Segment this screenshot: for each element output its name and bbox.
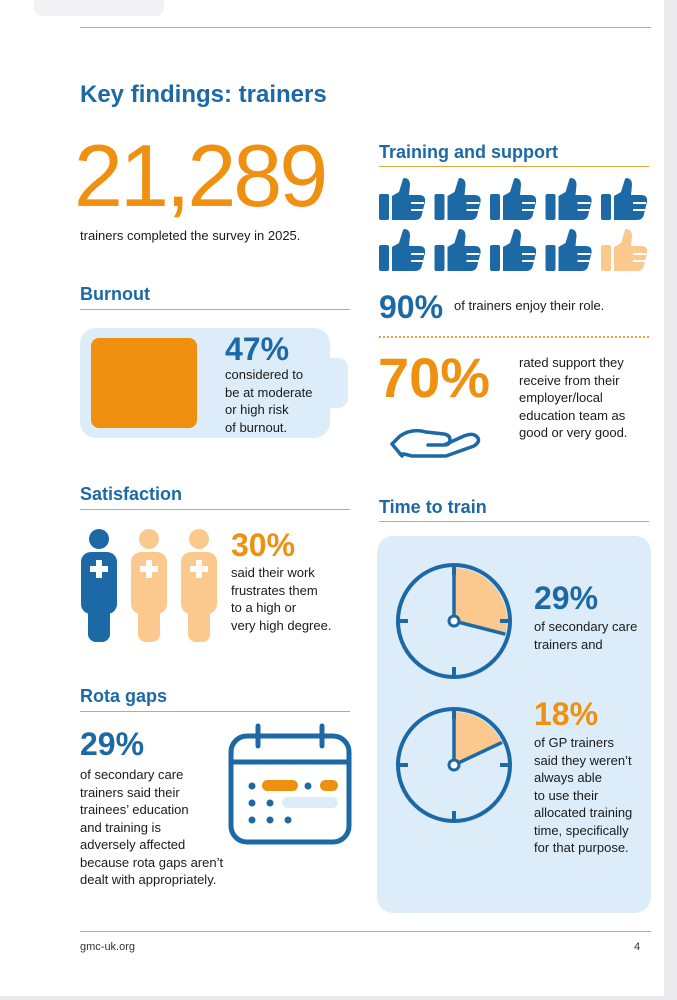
thumbs-up-icon <box>601 178 647 220</box>
thumbs-up-icon <box>490 229 536 271</box>
satisfaction-percent: 30% <box>231 527 296 563</box>
clock-gp <box>394 705 514 825</box>
thumbs-up-grid <box>379 176 651 274</box>
time-to-train-rule <box>379 521 649 522</box>
gp-text-line: allocated training <box>534 805 633 820</box>
thumbs-up-icon <box>546 229 592 271</box>
burnout-text-line: be at moderate <box>225 384 313 400</box>
gp-text-line: for that purpose. <box>534 840 629 855</box>
training-support-rule <box>379 166 649 167</box>
satisfaction-text-line: to a high or <box>231 600 297 615</box>
rota-gaps-text-line: trainers said their <box>80 784 180 800</box>
secondary-care-percent: 29% <box>534 580 599 616</box>
battery-charge-bar <box>91 338 197 428</box>
top-rule <box>80 27 651 28</box>
support-percent: 70% <box>378 346 491 409</box>
rota-gaps-percent: 29% <box>80 726 145 762</box>
thumbs-up-icon <box>546 178 592 220</box>
satisfaction-text <box>231 564 331 634</box>
secondary-care-text-line: trainers and <box>534 636 603 652</box>
enjoy-percent: 90% <box>379 289 444 325</box>
gp-text-line: time, specifically <box>534 822 629 838</box>
rota-gaps-text-line: and training is <box>80 819 161 835</box>
thumbs-up-icon <box>379 229 425 271</box>
page-number: 4 <box>634 941 641 953</box>
page-title: Key findings: trainers <box>80 81 327 108</box>
satisfaction-rule <box>80 509 350 510</box>
thumbs-up-icon <box>435 178 481 220</box>
satisfaction-text-line: frustrates them <box>231 582 318 598</box>
thumbs-up-icon <box>601 229 647 271</box>
clock-center <box>449 616 459 626</box>
rota-gaps-heading: Rota gaps <box>80 686 168 706</box>
support-text-line: receive from their <box>519 372 620 388</box>
gp-text-line: of GP trainers <box>534 735 614 750</box>
person-icon-peach <box>180 528 218 642</box>
rota-gaps-text-line: adversely affected <box>80 837 186 852</box>
satisfaction-heading: Satisfaction <box>80 484 183 504</box>
thumbs-up-icon <box>490 178 536 220</box>
burnout-heading: Burnout <box>80 284 150 304</box>
support-text-line: rated support they <box>519 355 624 370</box>
gp-text-line: always able <box>534 770 602 785</box>
gp-text-line: said they weren’t <box>534 752 632 768</box>
rota-gaps-text-line: of secondary care <box>80 767 184 782</box>
support-text-line: good or very good. <box>519 425 628 440</box>
person-icon-blue <box>80 528 118 642</box>
gp-text <box>534 734 632 857</box>
burnout-percent: 47% <box>225 331 290 367</box>
thumbs-up-icon <box>379 178 425 220</box>
person-icon-peach <box>130 528 168 642</box>
rota-gaps-text <box>80 766 223 889</box>
gp-text-line: to use their <box>534 787 599 803</box>
rota-gaps-text-line: because rota gaps aren’t <box>80 854 224 870</box>
footer-site: gmc-uk.org <box>80 941 136 953</box>
rota-gaps-text-line: trainees’ education <box>80 802 189 817</box>
time-to-train-heading: Time to train <box>379 497 487 517</box>
clock-wedge <box>454 712 502 765</box>
support-text-line: education team as <box>519 407 626 423</box>
top-tab <box>34 0 164 16</box>
headline-number: 21,289 <box>74 126 326 225</box>
rota-gaps-text-line: dealt with appropriately. <box>80 872 217 887</box>
gp-percent: 18% <box>534 696 599 732</box>
satisfaction-text-line: very high degree. <box>231 617 332 633</box>
battery-terminal <box>326 358 348 408</box>
satisfaction-text-line: said their work <box>231 565 315 580</box>
support-text-line: employer/local <box>519 390 603 405</box>
burnout-text-line: considered to <box>225 367 304 382</box>
training-support-heading: Training and support <box>379 142 558 162</box>
enjoy-text: of trainers enjoy their role. <box>454 298 605 313</box>
hand-icon <box>388 410 488 458</box>
burnout-text <box>225 366 312 436</box>
clock-center <box>449 760 459 770</box>
footer-rule <box>80 931 651 932</box>
burnout-rule <box>80 309 350 310</box>
burnout-text-line: of burnout. <box>225 419 288 435</box>
rota-gaps-rule <box>80 711 350 712</box>
clock-secondary-care <box>394 561 514 681</box>
dotted-divider <box>379 336 649 338</box>
thumbs-up-icon <box>435 229 481 271</box>
burnout-text-line: or high risk <box>225 402 289 417</box>
secondary-care-text <box>534 618 637 653</box>
secondary-care-text-line: of secondary care <box>534 619 638 634</box>
headline-caption: trainers completed the survey in 2025. <box>80 228 301 243</box>
calendar-icon <box>228 724 352 846</box>
support-text <box>519 354 627 442</box>
